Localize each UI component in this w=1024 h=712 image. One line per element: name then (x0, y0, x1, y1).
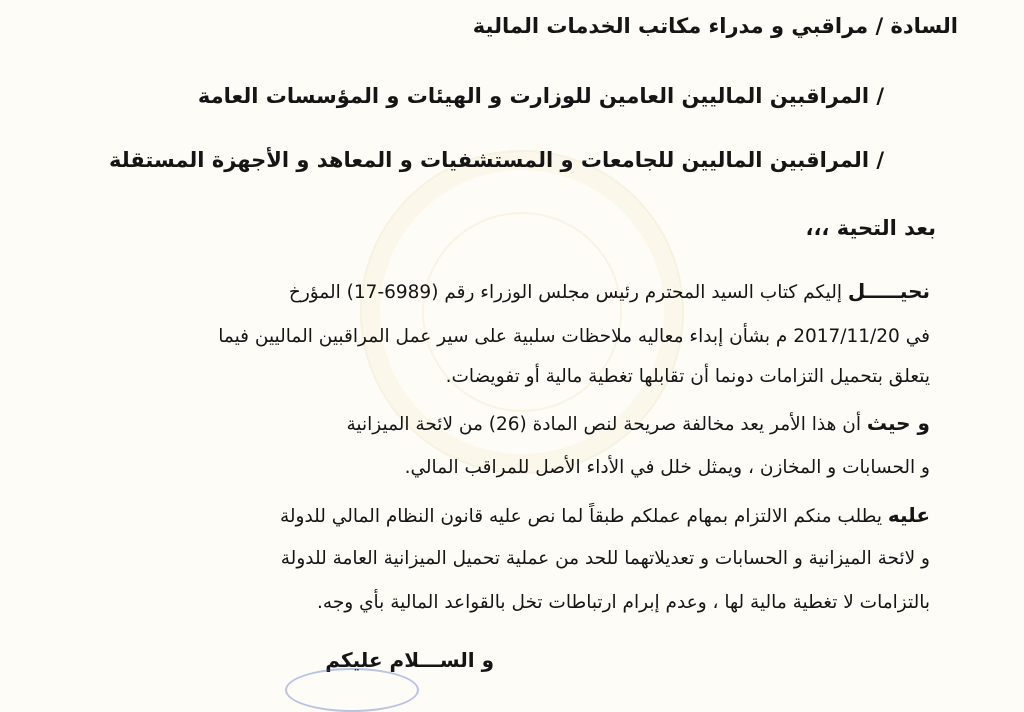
recipients-line-1: السادة / مراقبي و مدراء مكاتب الخدمات المالية (472, 14, 958, 38)
recipients-line-3: / المراقبين الماليين للجامعات و المستشفيات و المعاهد و الأجهزة المستقلة (108, 148, 884, 172)
paragraph-1-line-1 (289, 278, 930, 306)
greeting: بعد التحية ،،، (805, 216, 936, 240)
paragraph-2-line-1 (347, 410, 931, 438)
paragraph-1-line-3: يتعلق بتحميل التزامات دونما أن تقابلها تغطية مالية أو تفويضات. (445, 366, 930, 387)
paragraph-2-lead: و حيث (866, 411, 930, 435)
paragraph-3-line-1 (280, 502, 930, 530)
paragraph-3-line-2: و لائحة الميزانية و الحسابات و تعديلاتهما للحد من عملية تحميل الميزانية العامة للدولة (280, 548, 930, 569)
paragraph-3-line-3: بالتزامات لا تغطية مالية لها ، وعدم إبرام ارتباطات تخل بالقواعد المالية بأي وجه. (317, 592, 930, 613)
closing-greeting: و الســـلام عليكم (325, 648, 494, 672)
recipients-line-2: / المراقبين الماليين العامين للوزارت و الهيئات و المؤسسات العامة (197, 84, 884, 108)
paragraph-2-line-1-text: أن هذا الأمر يعد مخالفة صريحة لنص المادة (26) من لائحة الميزانية (346, 414, 867, 435)
paragraph-2-line-2: و الحسابات و المخازن ، ويمثل خلل في الأداء الأصل للمراقب المالي. (404, 457, 930, 478)
stamp-mark (285, 668, 419, 712)
paragraph-3-lead: عليه (887, 503, 930, 527)
paragraph-1-lead: نحيـــــل (847, 279, 930, 303)
paragraph-1-line-2: في 2017/11/20 م بشأن إبداء معاليه ملاحظات سلبية على سير عمل المراقبين الماليين فيما (218, 326, 930, 347)
paragraph-3-line-1-text: يطلب منكم الالتزام بمهام عملكم طبقاً لما نص عليه قانون النظام المالي للدولة (279, 506, 888, 527)
paragraph-1-line-1-text: إليكم كتاب السيد المحترم رئيس مجلس الوزراء رقم (6989-17) المؤرخ (288, 282, 848, 303)
